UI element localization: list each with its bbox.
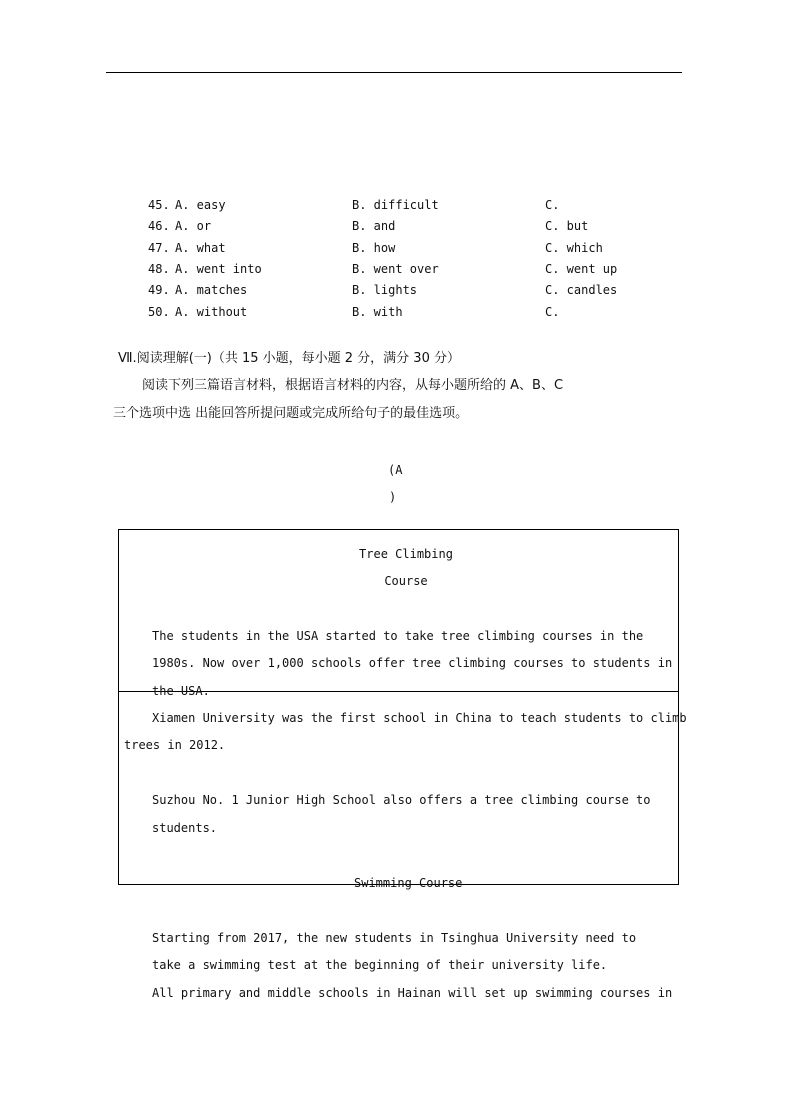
header-rule (106, 72, 682, 73)
option-c: C. (545, 305, 560, 319)
option-a: A. matches (175, 283, 248, 297)
paragraph-suzhou-line-2: students. (152, 821, 218, 835)
paragraph-xiamen-line-1: Xiamen University was the first school in China to teach students to climb (152, 711, 687, 725)
swimming-line-1: Starting from 2017, the new students in Tsinghua University need to (152, 931, 637, 945)
paragraph-usa-line-3: the USA. (152, 684, 210, 698)
box-title-line-1: Tree Climbing (359, 547, 453, 561)
option-b: B. with (352, 305, 403, 319)
option-b: B. lights (352, 283, 418, 297)
passage-label-open: (A (388, 463, 403, 477)
paragraph-xiamen-line-2: trees in 2012. (124, 738, 226, 752)
paragraph-usa-line-2: 1980s. Now over 1,000 schools offer tree climbing courses to students in (152, 656, 673, 670)
option-c: C. went up (545, 262, 618, 276)
paragraph-suzhou-line-1: Suzhou No. 1 Junior High School also offers a tree climbing course to (152, 793, 651, 807)
swimming-line-3: All primary and middle schools in Hainan will set up swimming courses in (152, 986, 673, 1000)
question-number: 45. (148, 198, 170, 212)
option-a: A. easy (175, 198, 226, 212)
option-c: C. candles (545, 283, 618, 297)
swimming-line-2: take a swimming test at the beginning of their university life. (152, 958, 608, 972)
option-b: B. and (352, 219, 396, 233)
section-heading: Ⅶ.阅读理解(一)（共 15 小题，每小题 2 分，满分 30 分） (118, 351, 460, 366)
option-c: C. but (545, 219, 589, 233)
option-b: B. how (352, 241, 396, 255)
option-b: B. difficult (352, 198, 439, 212)
option-c: C. (545, 198, 560, 212)
swimming-title: Swimming Course (354, 876, 463, 890)
question-number: 47. (148, 241, 170, 255)
option-a: A. what (175, 241, 226, 255)
option-a: A. without (175, 305, 248, 319)
question-number: 49. (148, 283, 170, 297)
paragraph-usa-line-1: The students in the USA started to take tree climbing courses in the (152, 629, 644, 643)
passage-label-close: ) (389, 490, 397, 504)
question-number: 50. (148, 305, 170, 319)
option-c: C. which (545, 241, 603, 255)
option-a: A. or (175, 219, 212, 233)
question-number: 48. (148, 262, 170, 276)
instruction-line-2: 三个选项中选 出能回答所提问题或完成所给句子的最佳选项。 (113, 406, 469, 421)
option-b: B. went over (352, 262, 439, 276)
instruction-line-1: 阅读下列三篇语言材料，根据语言材料的内容，从每小题所给的 A、B、C (142, 378, 564, 393)
option-a: A. went into (175, 262, 262, 276)
question-number: 46. (148, 219, 170, 233)
box-title-line-2: Course (384, 574, 428, 588)
